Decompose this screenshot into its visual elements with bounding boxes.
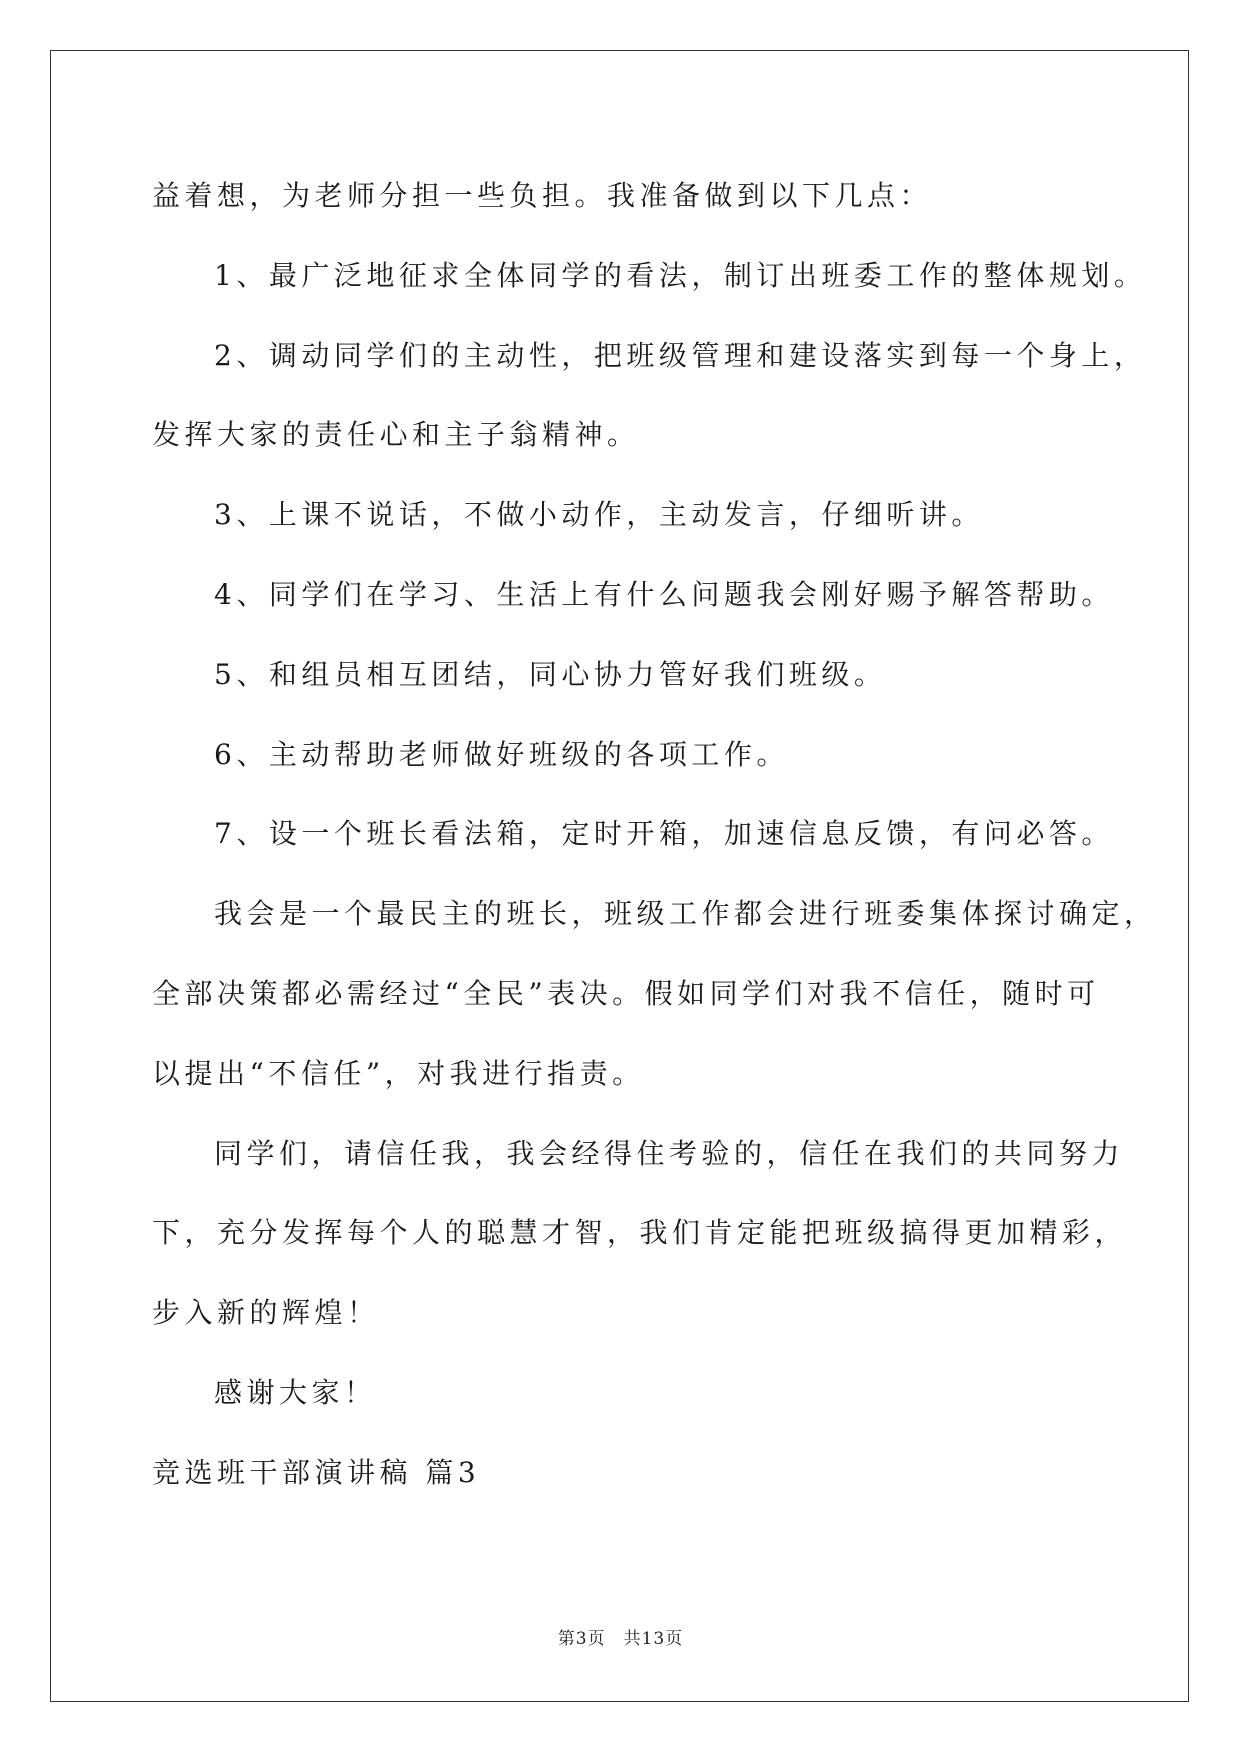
paragraph-line: 下，充分发挥每个人的聪慧才智，我们肯定能把班级搞得更加精彩，	[152, 1216, 1128, 1249]
list-item-1: 1、最广泛地征求全体同学的看法，制订出班委工作的整体规划。	[214, 259, 1147, 292]
list-item-6: 6、主动帮助老师做好班级的各项工作。	[214, 738, 789, 771]
list-item-7: 7、设一个班长看法箱，定时开箱，加速信息反馈，有问必答。	[214, 817, 1114, 850]
list-item-4: 4、同学们在学习、生活上有什么问题我会刚好赐予解答帮助。	[214, 578, 1114, 611]
paragraph-line: 步入新的辉煌！	[152, 1296, 380, 1329]
list-item-5: 5、和组员相互团结，同心协力管好我们班级。	[214, 658, 887, 691]
list-item-2: 2、调动同学们的主动性，把班级管理和建设落实到每一个身上，	[214, 339, 1147, 372]
paragraph-line: 以提出“不信任”，对我进行指责。	[152, 1057, 645, 1090]
paragraph-line: 同学们，请信任我，我会经得住考验的，信任在我们的共同努力	[214, 1137, 1125, 1170]
list-item-2-continued: 发挥大家的责任心和主子翁精神。	[152, 418, 640, 451]
section-heading: 竞选班干部演讲稿 篇3	[152, 1456, 481, 1489]
list-item-3: 3、上课不说话，不做小动作，主动发言，仔细听讲。	[214, 498, 984, 531]
paragraph-line: 我会是一个最民主的班长，班级工作都会进行班委集体探讨确定，	[214, 897, 1157, 930]
paragraph-line: 益着想，为老师分担一些负担。我准备做到以下几点：	[152, 179, 933, 212]
page-number: 第3页 共13页	[557, 1629, 684, 1649]
paragraph-line: 全部决策都必需经过“全民”表决。假如同学们对我不信任，随时可	[152, 977, 1100, 1010]
closing-line: 感谢大家！	[214, 1376, 377, 1409]
